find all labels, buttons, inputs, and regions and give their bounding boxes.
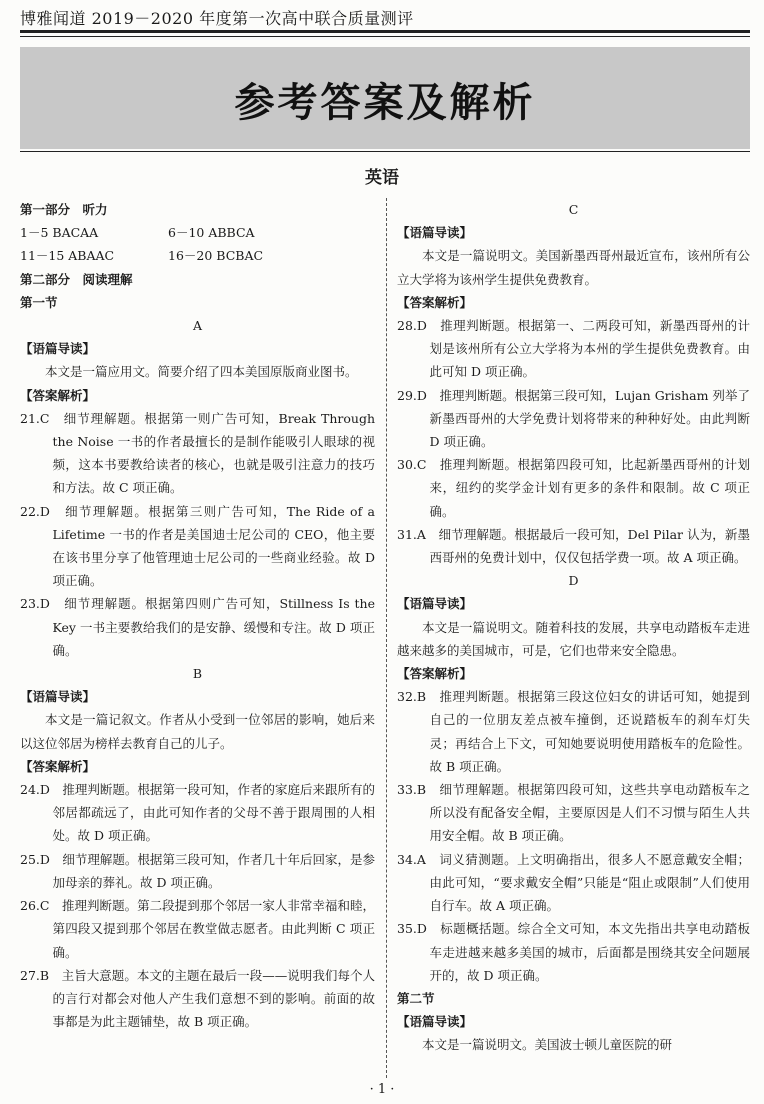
passage-summary: 本文是一篇说明文。美国波士顿儿童医院的研 xyxy=(422,1037,673,1053)
answer-item: 24.D 推理判断题。根据第一段可知，作者的家庭后来跟所有的邻居都疏远了，由此可知作者的父母不善于跟周围的人相处。故 D 项正确。 xyxy=(20,782,375,844)
answer-item: 23.D 细节理解题。根据第四则广告可知，Stillness Is the Key 一书主要教给我们的是安静、缓慢和专注。故 D 项正确。 xyxy=(20,596,375,658)
answer-item: 31.A 细节理解题。根据最后一段可知，Del Pilar 认为，新墨西哥州的免费计划中，仅仅包括学费一项。故 A 项正确。 xyxy=(397,526,750,566)
answer-item: 26.C 推理判断题。第二段提到那个邻居一家人非常幸福和睦，第四段又提到那个邻居在教堂做志愿者。由此判断 C 项正确。 xyxy=(20,898,375,960)
answer-item: 33.B 细节理解题。根据第四段可知，这些共享电动踏板车之所以没有配备安全帽，主要原因是人们不习惯与陌生人共用安全帽。故 B 项正确。 xyxy=(397,782,750,844)
answer-item: 29.D 推理判断题。根据第三段可知，Lujan Grisham 列举了新墨西哥州的大学免费计划将带来的种种好处。由此判断 D 项正确。 xyxy=(397,387,750,450)
answer-item: 34.A 词义猜测题。上文明确指出，很多人不愿意戴安全帽；由此可知，“要求戴安全帽”只能是“阻止或限制”人们使用自行车。故 A 项正确。 xyxy=(397,851,750,914)
passage-summary: 本文是一篇记叙文。作者从小受到一位邻居的影响，她后来以这位邻居为榜样去教育自己的儿子。 xyxy=(20,712,375,751)
answer-group: 16－20 BCBAC xyxy=(168,248,264,264)
section-heading: 第二节 xyxy=(397,990,435,1006)
passage-label: D xyxy=(568,573,579,589)
section-heading: 【语篇导读】 xyxy=(397,225,473,241)
section-heading: 【答案解析】 xyxy=(397,666,473,682)
answer-row xyxy=(20,244,375,267)
page-number: · 1 · xyxy=(369,1082,395,1097)
column-divider xyxy=(386,198,387,1078)
section-heading: 【语篇导读】 xyxy=(20,689,96,705)
left-column xyxy=(20,198,375,1033)
answer-group: 1－5 BACAA xyxy=(20,225,99,241)
answer-item: 35.D 标题概括题。综合全文可知，本文先指出共享电动踏板车走进越来越多美国的城市，后面都是围绕其安全问题展开的，故 D 项正确。 xyxy=(397,921,750,983)
header-line: 博雅闻道 2019－2020 年度第一次高中联合质量测评 xyxy=(20,9,414,28)
answer-item: 21.C 细节理解题。根据第一则广告可知，Break Through the Noise 一书的作者最擅长的是制作能吸引人眼球的视频，这本书要教给读者的核心，也就是吸引注意力的技巧和方法。故 C 项正确。 xyxy=(20,410,375,496)
banner-bottom-rule xyxy=(20,151,750,152)
answer-item: 22.D 细节理解题。根据第三则广告可知，The Ride of a Lifetime 一书的作者是美国迪士尼公司的 CEO，他主要在该书里分享了他管理迪士尼公司的一些商业经验。故 D 项正确。 xyxy=(20,503,375,589)
section-heading: 【答案解析】 xyxy=(20,387,96,403)
passage-label: B xyxy=(192,666,203,682)
passage-summary: 本文是一篇说明文。随着科技的发展，共享电动踏板车走进越来越多的美国城市，可是，它们也带来安全隐患。 xyxy=(397,619,750,658)
answer-group: 11－15 ABAAC xyxy=(20,248,115,264)
section-heading: 第一节 xyxy=(20,294,58,310)
section-heading: 【答案解析】 xyxy=(20,758,96,774)
passage-summary: 本文是一篇说明文。美国新墨西哥州最近宣布，该州所有公立大学将为该州学生提供免费教育。 xyxy=(397,248,750,287)
answer-item: 30.C 推理判断题。根据第四段可知，比起新墨西哥州的计划来，纽约的奖学金计划有更多的条件和限制。故 C 项正确。 xyxy=(397,457,750,519)
answer-group: 6－10 ABBCA xyxy=(168,225,255,241)
section-heading: 第二部分 阅读理解 xyxy=(20,271,133,287)
answer-item: 25.D 细节理解题。根据第三段可知，作者几十年后回家，是参加母亲的葬礼。故 D 项正确。 xyxy=(20,851,375,890)
passage-label: C xyxy=(568,202,579,217)
answer-item: 27.B 主旨大意题。本文的主题在最后一段——说明我们每个人的言行对都会对他人产生我们意想不到的影响。前面的故事都是为此主题铺垫，故 B 项正确。 xyxy=(20,967,375,1030)
header-rule-thick xyxy=(20,30,750,33)
section-heading: 【语篇导读】 xyxy=(397,1014,473,1030)
title-banner xyxy=(20,47,750,149)
passage-label: A xyxy=(192,318,203,334)
answer-row xyxy=(20,221,375,244)
subject-title: 英语 xyxy=(365,168,399,188)
banner-title: 参考答案及解析 xyxy=(234,80,536,126)
section-heading: 【答案解析】 xyxy=(397,294,473,310)
right-column xyxy=(397,198,750,1057)
passage-summary: 本文是一篇应用文。简要介绍了四本美国原版商业图书。 xyxy=(45,364,358,380)
section-heading: 第一部分 听力 xyxy=(20,202,108,217)
section-heading: 【语篇导读】 xyxy=(20,341,96,357)
answer-item: 32.B 推理判断题。根据第三段这位妇女的讲话可知，她提到自己的一位朋友差点被车撞倒，还说踏板车的刹车灯失灵；再结合上下文，可知她要说明使用踏板车的危险性。故 B 项正确。 xyxy=(397,689,750,774)
header-rule-thin xyxy=(20,36,750,37)
section-heading: 【语篇导读】 xyxy=(397,596,473,612)
answer-item: 28.D 推理判断题。根据第一、二两段可知，新墨西哥州的计划是该州所有公立大学将为本州的学生提供免费教育。由此可知 D 项正确。 xyxy=(397,318,750,380)
